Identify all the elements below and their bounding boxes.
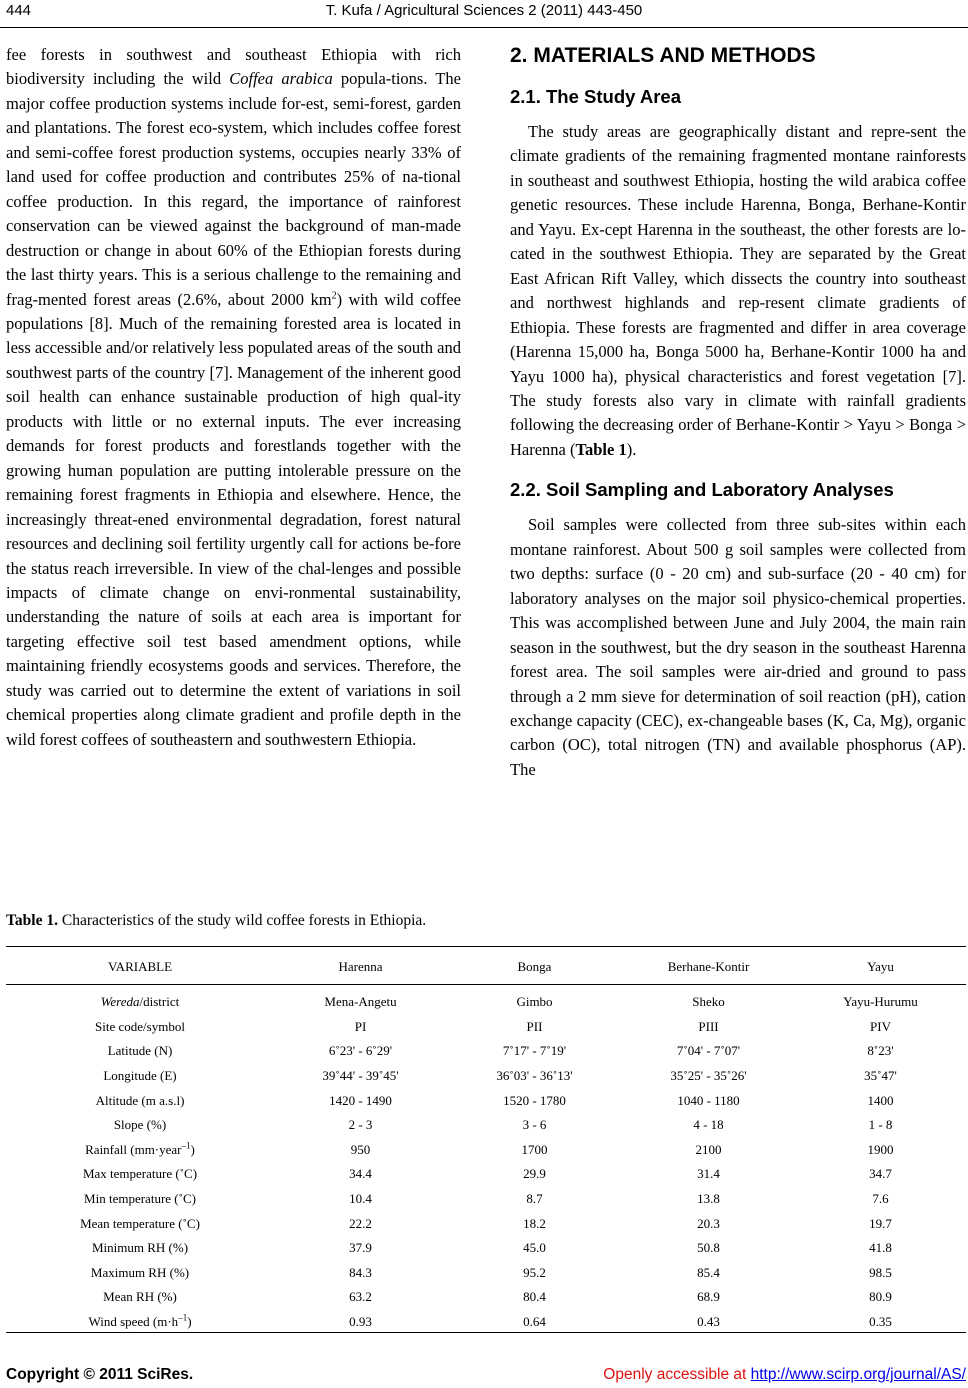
table-row xyxy=(6,1261,966,1286)
row-variable: Mean RH (%) xyxy=(103,1289,177,1305)
journal-url-link[interactable]: http://www.scirp.org/journal/AS/ xyxy=(750,1366,966,1383)
table-row xyxy=(6,1039,966,1064)
row-variable: Slope (%) xyxy=(113,1117,167,1133)
table-cell: 45.0 xyxy=(523,1240,546,1256)
column-header: Bonga xyxy=(517,958,552,974)
table-cell: 22.2 xyxy=(349,1215,372,1231)
table-cell: 8˚23' xyxy=(867,1043,894,1059)
row-variable: Max temperature (˚C) xyxy=(82,1166,198,1182)
table-cell: 0.64 xyxy=(523,1314,546,1330)
table-cell: 41.8 xyxy=(869,1240,892,1256)
running-head-title: T. Kufa / Agricultural Sciences 2 (2011) 443-450 xyxy=(325,2,643,19)
table-cell: 13.8 xyxy=(697,1191,720,1207)
table-cell: 95.2 xyxy=(523,1264,546,1280)
table-cell: 37.9 xyxy=(349,1240,372,1256)
row-variable: Min temperature (˚C) xyxy=(84,1191,196,1207)
table-cell: 84.3 xyxy=(349,1264,372,1280)
column-header: VARIABLE xyxy=(107,958,173,974)
table-cell: 50.8 xyxy=(697,1240,720,1256)
row-variable: Latitude (N) xyxy=(107,1043,173,1059)
characteristics-table xyxy=(6,952,966,1334)
table-row xyxy=(6,1113,966,1138)
row-variable: Minimum RH (%) xyxy=(91,1240,189,1256)
study-area-paragraph: The study areas are geographically distant and repre-sent the climate gradients of the remaining fragmented montane rainforests in southeast and southwest Ethiopia, hosting the wild arabica coffee genetic resources. These include Harenna, Bonga, Berhane-Kontir and Yayu. Ex-cept Harenna in the southeast, the other forests are lo-cated in the southwest Ethiopia. They are separated by the Great East African Rift Valley, which dissects the country into southeast and northwest highlands and rep-resent climate gradients of Ethiopia. These forests are fragmented and differ in area coverage (Harenna 15,000 ha, Bonga 5000 ha, Berhane-Kontir 1000 ha and Yayu 1000 ha), physical characteristics and forest vegetation [7]. The study forests also vary in climate with rainfall gradients following the decreasing order of Berhane-Kontir > Yayu > Bonga > Harenna (Table 1). xyxy=(510,122,966,459)
table-cell: 2100 xyxy=(695,1141,722,1157)
table-row xyxy=(6,1285,966,1310)
copyright-notice: Copyright © 2011 SciRes. xyxy=(6,1366,194,1383)
table-cell: 34.7 xyxy=(869,1166,892,1182)
table-cell: 1400 xyxy=(867,1092,894,1108)
row-variable: Altitude (m a.s.l) xyxy=(95,1092,185,1108)
table-cell: 20.3 xyxy=(697,1215,720,1231)
table-cell: Yayu-Hurumu xyxy=(843,994,918,1010)
table-cell: 19.7 xyxy=(869,1215,892,1231)
row-variable: Mean temperature (˚C) xyxy=(80,1215,200,1231)
table-cell: Sheko xyxy=(692,994,725,1010)
column-header: Yayu xyxy=(867,958,894,974)
table-cell: 8.7 xyxy=(526,1191,543,1207)
table-row xyxy=(6,1162,966,1187)
table-cell: 7.6 xyxy=(872,1191,889,1207)
table-row xyxy=(6,1310,966,1335)
table-cell: PI xyxy=(354,1018,367,1034)
section-heading: 2. MATERIALS AND METHODS xyxy=(510,44,816,67)
row-variable: Maximum RH (%) xyxy=(90,1264,190,1280)
table-cell: 2 - 3 xyxy=(348,1117,373,1133)
superscript: 2 xyxy=(331,290,337,302)
table-row xyxy=(6,1211,966,1236)
table-cell: 1040 - 1180 xyxy=(677,1092,740,1108)
subsection-heading-study-area: 2.1. The Study Area xyxy=(510,86,682,107)
table-cell: 63.2 xyxy=(349,1289,372,1305)
table-cell: 29.9 xyxy=(523,1166,546,1182)
table-row xyxy=(6,1236,966,1261)
table-cell: 39˚44' - 39˚45' xyxy=(322,1068,399,1084)
intro-paragraph: fee forests in southwest and southeast Ethiopia with rich biodiversity including the wild Coffea arabica popula-tions. The major coffee production systems include for-est, semi-forest, garden and plantations. The forest eco-system, which includes coffee forest and semi-coffee forest production systems, occupies nearly 33% of land used for coffee production and contributes 25% of na-tional coffee production. In this regard, the importance of rainforest conservation can be viewed against the background of man-made destruction or change in about 60% of the Ethiopian forests during the last thirty years. This is a serious challenge to the remaining and frag-mented forest areas (2.6%, about 2000 $km^2$) with wild coffee populations [8]. Much of the remaining forested area is located in less accessible and/or relatively less populated areas of the south and southwest parts of the country [7]. Management of the inherent good soil health can enhance sustainable production of high qual-ity products with little or no external inputs. The ever increasing demands for forest products and forestlands together with the growing human population are putting intolerable pressure on the remaining forest fragments in Ethiopia and elsewhere. Hence, the increasingly threat-ened environmental degradation, forest natural resources and declining soil fertility urgently call for actions be-fore the status reach irreversible. In view of the chal-lenges and possible impacts of climate change on envi-ronmental sustainability, understanding the nature of soils at each area is important for targeting effective soil test based amendment options, while maintaining friendly ecosystems goods and services. Therefore, the study was carried out to determine the extent of variations in soil chemical properties along climate gradient and profile depth in the wild forest coffees of southeastern and southwestern Ethiopia. xyxy=(6,45,462,749)
table-cell: 85.4 xyxy=(697,1264,720,1280)
table-top-rule xyxy=(6,946,966,947)
table-cell: 36˚03' - 36˚13' xyxy=(496,1068,573,1084)
table-cell: PIV xyxy=(870,1018,891,1034)
table-cell: 34.4 xyxy=(349,1166,372,1182)
table-row xyxy=(6,981,966,1015)
table-cell: 80.4 xyxy=(523,1289,546,1305)
table-cell: PIII xyxy=(698,1018,719,1034)
table-cell: 1420 - 1490 xyxy=(329,1092,392,1108)
table-row xyxy=(6,1088,966,1113)
column-header: Harenna xyxy=(338,958,383,974)
subsection-heading-soil-sampling: 2.2. Soil Sampling and Laboratory Analyses xyxy=(510,479,894,501)
table-cell: 1520 - 1780 xyxy=(503,1092,566,1108)
table-reference[interactable]: Table 1 xyxy=(575,439,627,459)
unit-superscript: –1 xyxy=(181,1140,191,1151)
variable-italic: Wereda xyxy=(100,994,140,1010)
table-cell: 18.2 xyxy=(523,1215,546,1231)
table-cell: 1900 xyxy=(867,1141,894,1157)
table-cell: 10.4 xyxy=(349,1191,372,1207)
row-variable: Site code/symbol xyxy=(95,1018,185,1034)
table-cell: 1700 xyxy=(521,1141,548,1157)
table-cell: 3 - 6 xyxy=(522,1117,547,1133)
table-cell: 7˚04' - 7˚07' xyxy=(676,1043,741,1059)
table-body xyxy=(6,981,966,1334)
table-cell: 1 - 8 xyxy=(868,1117,893,1133)
table-cell: 68.9 xyxy=(697,1289,720,1305)
table-cell: Mena-Angetu xyxy=(324,994,397,1010)
species-name: Coffea arabica xyxy=(229,69,333,89)
table-cell: 31.4 xyxy=(697,1166,720,1182)
table-cell: 35˚47' xyxy=(864,1068,897,1084)
row-variable: Rainfall (mm·year$^{-1}$) xyxy=(85,1140,195,1157)
table-cell: 7˚17' - 7˚19' xyxy=(502,1043,567,1059)
table-caption: Table 1. Characteristics of the study wild coffee forests in Ethiopia. xyxy=(6,912,427,929)
right-column xyxy=(510,43,966,782)
table-cell: 6˚23' - 6˚29' xyxy=(328,1043,393,1059)
row-variable: Wereda/district xyxy=(100,994,180,1010)
table-cell: 0.93 xyxy=(349,1314,372,1330)
page-number: 444 xyxy=(6,2,32,19)
running-header xyxy=(0,0,968,28)
table-cell: Gimbo xyxy=(516,994,553,1010)
table-cell: 0.43 xyxy=(697,1314,720,1330)
table-row xyxy=(6,1187,966,1212)
table-cell: 35˚25' - 35˚26' xyxy=(670,1068,747,1084)
left-column xyxy=(6,43,461,752)
table-header-row xyxy=(6,952,966,981)
row-variable: Longitude (E) xyxy=(103,1068,177,1084)
table-cell: 950 xyxy=(350,1141,371,1157)
column-header: Berhane-Kontir xyxy=(667,958,750,974)
soil-sampling-paragraph: Soil samples were collected from three sub-sites within each montane rainforest. About 500 g soil samples were collected from two depths: surface (0 - 20 cm) and sub-surface (20 - 40 cm) for laboratory analyses on the major soil physico-chemical properties. This was accomplished between June and July 2004, the main rain season in the southwest, but the dry season in the southeast Harenna forest area. The soil samples were air-dried and ground to pass through a 2 mm sieve for determination of soil reaction (pH), cation exchange capacity (CEC), ex-changeable bases (K, Ca, Mg), organic carbon (OC), total nitrogen (TN) and available phosphorus (AP). The xyxy=(510,515,966,779)
table-cell: PII xyxy=(526,1018,543,1034)
table-row xyxy=(6,1015,966,1040)
table-cell: 0.35 xyxy=(869,1314,892,1330)
row-variable: Wind speed $(m\cdot h^{-1})$ xyxy=(88,1312,192,1330)
open-access-notice: Openly accessible at http://www.scirp.org/journal/AS/ xyxy=(603,1366,966,1383)
table-cell: 4 - 18 xyxy=(693,1117,724,1133)
unit-superscript: –1 xyxy=(178,1312,188,1323)
table-cell: 98.5 xyxy=(869,1264,892,1280)
table-row xyxy=(6,1064,966,1089)
table-cell: 80.9 xyxy=(869,1289,892,1305)
table-row xyxy=(6,1138,966,1163)
